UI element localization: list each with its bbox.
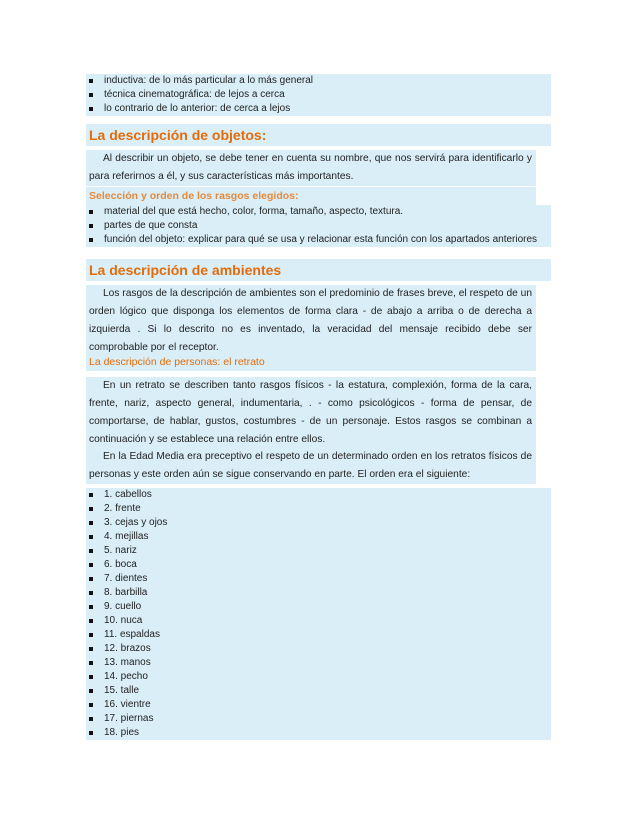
paragraph-objetos: Al describir un objeto, se debe tener en cuenta su nombre, que nos servirá para identificarlo y para referirnos a él, y sus características más importantes. [86, 150, 536, 186]
list-item: 7. dientes [86, 572, 551, 586]
list-item: 13. manos [86, 656, 551, 670]
list-item: 18. pies [86, 726, 551, 740]
list-item: 16. vientre [86, 698, 551, 712]
bullet-square-icon [89, 549, 93, 553]
list-item: 10. nuca [86, 614, 551, 628]
list-item: lo contrario de lo anterior: de cerca a lejos [86, 102, 551, 116]
paragraph-retrato: En un retrato se describen tanto rasgos físicos - la estatura, complexión, forma de la cara, frente, nariz, aspecto general, indumentaria, . - como psicológicos - forma de pensar, de comportarse, de hablar, gustos, costumbres - de un personaje. Estos rasgos se combinan a continuación y se establece una relación entre ellos. [86, 377, 536, 449]
list-item: inductiva: de lo más particular a lo más general [86, 74, 551, 88]
bullet-square-icon [89, 224, 93, 228]
bullet-square-icon [89, 675, 93, 679]
bullet-square-icon [89, 521, 93, 525]
paragraph-edad-media: En la Edad Media era preceptivo el respeto de un determinado orden en los retratos físicos de personas y este orden aún se sigue conservando en parte. El orden era el siguiente: [86, 448, 536, 484]
bullet-square-icon [89, 619, 93, 623]
list-item: 11. espaldas [86, 628, 551, 642]
list-item: 14. pecho [86, 670, 551, 684]
list-item: 9. cuello [86, 600, 551, 614]
bullet-square-icon [89, 633, 93, 637]
bullet-square-icon [89, 507, 93, 511]
subheading-personas: La descripción de personas: el retrato [86, 353, 536, 371]
portrait-order-list [86, 488, 551, 740]
list-item: 3. cejas y ojos [86, 516, 551, 530]
bullet-square-icon [89, 717, 93, 721]
list-item: 5. nariz [86, 544, 551, 558]
list-item: 15. talle [86, 684, 551, 698]
bullet-square-icon [89, 577, 93, 581]
list-item: 12. brazos [86, 642, 551, 656]
heading-ambientes: La descripción de ambientes [86, 259, 551, 281]
subheading-seleccion: Selección y orden de los rasgos elegidos: [86, 187, 536, 205]
bullet-square-icon [89, 661, 93, 665]
bullet-square-icon [89, 535, 93, 539]
list-item: partes de que consta [86, 219, 551, 233]
list-item: 17. piernas [86, 712, 551, 726]
bullet-square-icon [89, 238, 93, 242]
list-item: función del objeto: explicar para qué se usa y relacionar esta función con los apartados anteriores [86, 233, 551, 247]
paragraph-ambientes: Los rasgos de la descripción de ambientes son el predominio de frases breve, el respeto de un orden lógico que disponga los elementos de forma clara - de abajo a arriba o de derecha a izquierda . Si lo descrito no es inventado, la veracidad del mensaje recibido debe ser comprobable por el receptor. [86, 285, 536, 357]
list-item: 4. mejillas [86, 530, 551, 544]
list-item: material del que está hecho, color, forma, tamaño, aspecto, textura. [86, 205, 551, 219]
bullet-square-icon [89, 493, 93, 497]
bullet-square-icon [89, 79, 93, 83]
bullet-square-icon [89, 689, 93, 693]
bullet-square-icon [89, 563, 93, 567]
bullet-square-icon [89, 210, 93, 214]
heading-objetos: La descripción de objetos: [86, 124, 551, 146]
list-item: 1. cabellos [86, 488, 551, 502]
bullet-square-icon [89, 731, 93, 735]
list-item: 2. frente [86, 502, 551, 516]
bullet-square-icon [89, 107, 93, 111]
list-item: 8. barbilla [86, 586, 551, 600]
bullet-square-icon [89, 647, 93, 651]
list-item: 6. boca [86, 558, 551, 572]
list-item: técnica cinematográfica: de lejos a cerca [86, 88, 551, 102]
bullet-square-icon [89, 591, 93, 595]
bullet-square-icon [89, 93, 93, 97]
object-traits-list [86, 205, 551, 247]
bullet-square-icon [89, 605, 93, 609]
bullet-square-icon [89, 703, 93, 707]
description-order-list [86, 74, 551, 116]
